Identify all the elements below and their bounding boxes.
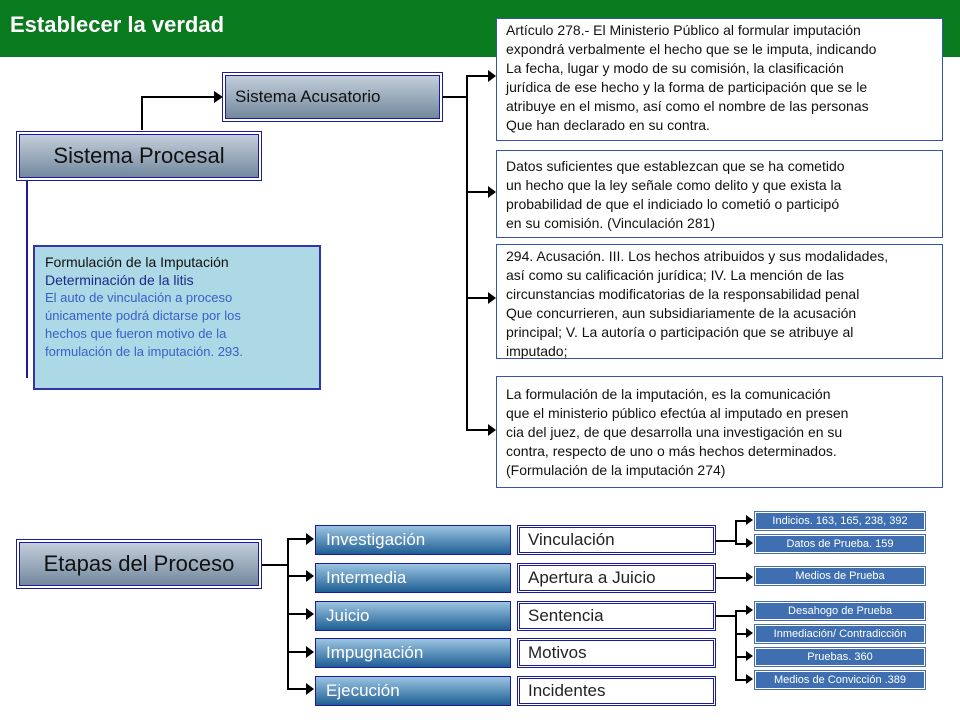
- article-line: circunstancias modificatorias de la responsabilidad penal: [506, 286, 860, 302]
- arrow-head-icon: [746, 605, 753, 615]
- tag-indicios: Indicios. 163, 165, 238, 392: [754, 511, 926, 531]
- formulacion-274-box: [496, 376, 943, 488]
- arrow-head-icon: [746, 538, 753, 548]
- etapas-proceso-node: Etapas del Proceso: [16, 539, 262, 589]
- arrow-head-icon: [746, 628, 753, 638]
- result-sentencia: Sentencia: [517, 601, 716, 631]
- article-line: contra, respecto de uno o más hechos determinados.: [506, 443, 837, 459]
- page-title: Establecer la verdad: [10, 12, 225, 37]
- result-incidentes: Incidentes: [517, 676, 716, 706]
- arrow-head-icon: [746, 651, 753, 661]
- article-line: (Formulación de la imputación 274): [506, 462, 726, 478]
- sistema-acusatorio-node: Sistema Acusatorio: [222, 72, 443, 122]
- article-line: Que concurrieren, aun subsidiariamente de la acusación: [506, 305, 857, 321]
- arrow-head-icon: [488, 292, 496, 304]
- formulacion-text: [45, 289, 309, 361]
- article-line: Que han declarado en su contra.: [506, 117, 710, 133]
- stage-intermedia: Intermedia: [315, 563, 511, 593]
- article-line: jurídica de ese hecho y la forma de participación que se le: [506, 79, 868, 95]
- article-line: Artículo 278.- El Ministerio Público al formular imputación: [506, 22, 861, 38]
- article-line: La fecha, lugar y modo de su comisión, la clasificación: [506, 60, 844, 76]
- tag-inmediacion: Inmediación/ Contradicción: [754, 624, 926, 644]
- article-line: imputado;: [506, 343, 568, 359]
- result-apertura-juicio: Apertura a Juicio: [517, 563, 716, 593]
- article-line: probabilidad de que el indiciado lo cometió o participó: [506, 196, 840, 212]
- article-line: así como su calificación jurídica; IV. La mención de las: [506, 267, 844, 283]
- vinculacion-box: [496, 150, 943, 238]
- formulacion-heading: Formulación de la Imputación: [45, 254, 229, 270]
- connector-line: [735, 520, 737, 544]
- formulacion-line: formulación de la imputación. 293.: [45, 344, 244, 359]
- article-line: que el ministerio público efectúa al imputado en presen: [506, 405, 849, 421]
- vertical-bar: [26, 180, 28, 378]
- arrow-head-icon: [306, 646, 314, 658]
- sistema-procesal-node: Sistema Procesal: [16, 131, 262, 181]
- tag-datos-prueba: Datos de Prueba. 159: [754, 534, 926, 554]
- stage-juicio: Juicio: [315, 601, 511, 631]
- formulacion-line: El auto de vinculación a proceso: [45, 290, 233, 305]
- article-line: en su comisión. (Vinculación 281): [506, 215, 716, 231]
- arrow-head-icon: [306, 533, 314, 545]
- connector-line: [141, 96, 143, 130]
- result-motivos: Motivos: [517, 638, 716, 668]
- result-vinculacion: Vinculación: [517, 525, 716, 555]
- arrow-head-icon: [488, 186, 496, 198]
- connector-line: [716, 540, 736, 542]
- tag-medios-conviccion: Medios de Convicción .389: [754, 670, 926, 690]
- article-line: un hecho que la ley señale como delito y que exista la: [506, 177, 842, 193]
- tag-medios-prueba: Medios de Prueba: [754, 566, 926, 586]
- arrow-head-icon: [488, 424, 496, 436]
- connector-line: [443, 96, 467, 98]
- article-line: atribuye en el mismo, así como el nombre de las personas: [506, 98, 869, 114]
- article-line: La formulación de la imputación, es la comunicación: [506, 386, 831, 402]
- formulacion-subheading: Determinación de la litis: [45, 272, 194, 288]
- arrow-head-icon: [746, 515, 753, 525]
- connector-line: [466, 75, 468, 430]
- stage-ejecucion: Ejecución: [315, 676, 511, 706]
- arrow-head-icon: [306, 570, 314, 582]
- article-line: expondrá verbalmente el hecho que se le imputa, indicando: [506, 41, 877, 57]
- formulacion-box: [33, 245, 321, 390]
- tag-desahogo-prueba: Desahogo de Prueba: [754, 601, 926, 621]
- stage-impugnacion: Impugnación: [315, 638, 511, 668]
- formulacion-line: únicamente podrá dictarse por los: [45, 308, 241, 323]
- article-line: cia del juez, de que desarrolla una investigación en su: [506, 424, 843, 440]
- connector-line: [735, 610, 737, 680]
- arrow-head-icon: [488, 70, 496, 82]
- connector-line: [262, 564, 288, 566]
- connector-line: [141, 96, 216, 98]
- arrow-head-icon: [746, 674, 753, 684]
- acusacion-box: [496, 244, 943, 359]
- connector-line: [716, 577, 748, 579]
- arrow-head-icon: [746, 572, 753, 582]
- arrow-head-icon: [306, 683, 314, 695]
- formulacion-line: hechos que fueron motivo de la: [45, 326, 227, 341]
- stage-investigacion: Investigación: [315, 525, 511, 555]
- article-278-box: [496, 18, 943, 141]
- tag-pruebas-360: Pruebas. 360: [754, 647, 926, 667]
- article-line: 294. Acusación. III. Los hechos atribuidos y sus modalidades,: [506, 248, 889, 264]
- article-line: Datos suficientes que establezcan que se ha cometido: [506, 158, 845, 174]
- article-line: principal; V. La autoría o participación que se atribuye al: [506, 324, 854, 340]
- connector-line: [716, 615, 736, 617]
- arrow-head-icon: [306, 608, 314, 620]
